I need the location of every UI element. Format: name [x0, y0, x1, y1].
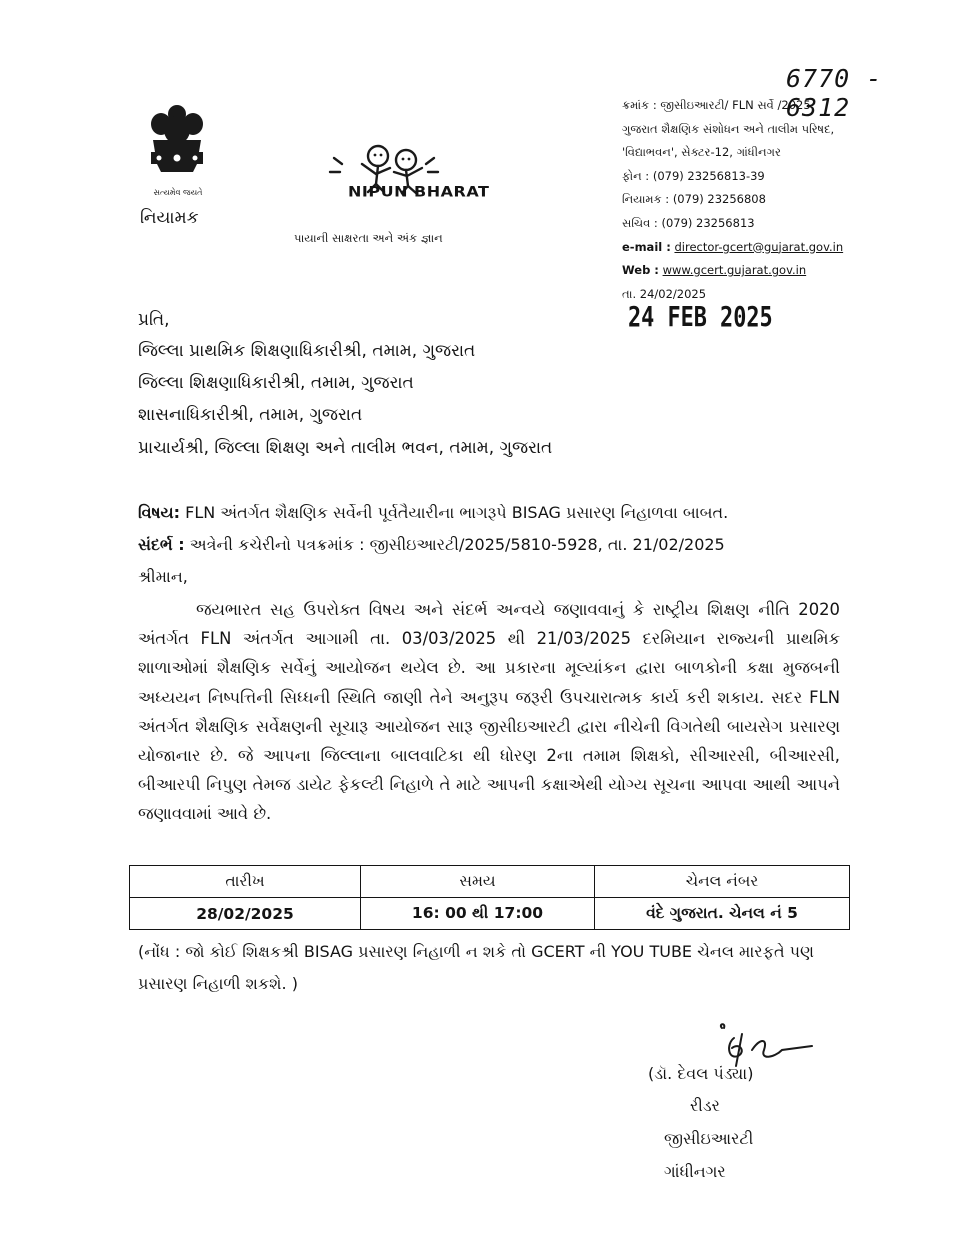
nipun-mascot-icon — [322, 138, 452, 220]
handwritten-reference-number: 6770 - 6312 — [786, 64, 883, 122]
organization-name: ગુજરાત શૈક્ષણિક સંશોધન અને તાલીમ પરિષદ, — [622, 121, 835, 136]
recipient-line: જિલ્લા શિક્ષણાધિકારીશ્રી, તમામ, ગુજરાત — [138, 373, 414, 393]
reference-label: સંદર્ભ : — [138, 535, 185, 554]
broadcast-date: 28/02/2025 — [130, 898, 361, 930]
website-link[interactable]: www.gcert.gujarat.gov.in — [662, 263, 807, 278]
director-phone: નિયામક : (079) 23256808 — [622, 192, 766, 207]
subject-text: FLN અંતર્ગત શૈક્ષણિક સર્વેની પૂર્વતૈયારીના ભાગરૂપે BISAG પ્રસારણ નિહાળવા બાબત. — [185, 503, 729, 522]
signatory-office: જીસીઇઆરટી — [664, 1129, 754, 1148]
recipient-to: પ્રતિ, — [138, 310, 170, 330]
table-header-row — [130, 866, 850, 898]
email-label: e-mail : — [622, 239, 671, 254]
broadcast-time: 16: 00 થી 17:00 — [361, 898, 595, 930]
email-link[interactable]: director-gcert@gujarat.gov.in — [674, 239, 844, 254]
channel-column-header: ચેનલ નંબર — [595, 866, 850, 898]
organization-address: 'વિદ્યાભવન', સેક્ટર-12, ગાંધીનગર — [622, 145, 781, 160]
emblem-motto: સત્યમેવ જયતે — [153, 188, 203, 197]
recipient-line: શાસનાધિકારીશ્રી, તમામ, ગુજરાત — [138, 405, 363, 425]
letter-date: તા. 24/02/2025 — [622, 286, 707, 301]
note-text: (નોંધ : જો કોઈ શિક્ષકશ્રી BISAG પ્રસારણ નિહાળી ન શકે તો GCERT ની YOU TUBE ચેનલ મારફતે પણ પ્રસારણ નિહાળી શકશે. ) — [138, 942, 814, 993]
letterhead-details — [622, 94, 843, 306]
subject-line — [138, 499, 728, 526]
salutation: શ્રીમાન, — [138, 567, 188, 586]
nipun-bharat-wordmark: NIPUN BHARAT — [348, 183, 490, 201]
national-emblem — [137, 100, 217, 200]
reference-text: અત્રેની કચેરીનો પત્રક્રમાંક : જીસીઇઆરટી/2025/5810-5928, તા. 21/02/2025 — [189, 535, 725, 554]
signatory-title: રીડર — [690, 1096, 720, 1115]
lion-capital-icon — [137, 100, 217, 200]
nipun-tagline: પાયાની સાક્ષરતા અને અંક જ્ઞાન — [294, 231, 443, 245]
time-column-header: સમય — [361, 866, 595, 898]
phone-number: ફોન : (079) 23256813-39 — [622, 168, 765, 183]
signatory-title-block — [690, 1090, 720, 1122]
broadcast-channel: વંદે ગુજરાત. ચેનલ નં 5 — [595, 898, 850, 930]
signatory-city-block — [664, 1156, 726, 1188]
subject-label: વિષય: — [138, 503, 181, 522]
date-column-header: તારીખ — [130, 866, 361, 898]
signatory-city: ગાંધીનગર — [664, 1162, 726, 1181]
recipient-line: જિલ્લા પ્રાથમિક શિક્ષણાધિકારીશ્રી, તમામ, ગુજરાત — [138, 341, 476, 361]
received-date-stamp: 24 FEB 2025 — [628, 300, 773, 333]
reference-line — [138, 531, 725, 558]
nipun-bharat-logo — [322, 138, 452, 220]
recipient-line: પ્રાચાર્યશ્રી, જિલ્લા શિક્ષણ અને તાલીમ ભવન, તમામ, ગુજરાત — [138, 438, 553, 458]
signatory-office-block — [664, 1123, 753, 1155]
table-row — [130, 898, 850, 930]
broadcast-schedule-table — [129, 865, 850, 930]
letter-reference-number: ક્રમાંક : જીસીઇઆરટી/ FLN સર્વે /2025 — [622, 98, 811, 112]
web-label: Web : — [622, 263, 659, 278]
body-paragraph: જયભારત સહ ઉપરોક્ત વિષય અને સંદર્ભ અન્વયે જણાવવાનું કે રાષ્ટ્રીય શિક્ષણ નીતિ 2020 અંતર્ગત FLN અંતર્ગત આગામી તા. 03/03/2025 થી 21/03/2025 દરમિયાન રાજ્યની પ્રાથમિક શાળાઓમાં શૈક્ષણિક સર્વેનું આયોજન થયેલ છે. આ પ્રકારના મૂલ્યાંકન દ્વારા બાળકોની કક્ષા મુજબની અધ્યયન નિષ્પત્તિની સિધ્ધની સ્થિતિ જાણી તેને અનુરૂપ જરૂરી ઉપચારાત્મક કાર્ય કરી શકાય. સદર FLN અંતર્ગત શૈક્ષણિક સર્વેક્ષણની સૂચારૂ આયોજન સારૂ જીસીઇઆરટી દ્વારા નીચેની વિગતેથી બાયસેગ પ્રસારણ યોજાનાર છે. જે આપના જિલ્લાના બાલવાટિકા થી ધોરણ 2ના તમામ શિક્ષકો, સીઆરસી, બીઆરસી, બીઆરપી નિપુણ તેમજ ડાયેટ ફેકલ્ટી નિહાળે તે માટે આપની કક્ષાએથી યોગ્ય સૂચના આપવા આથી આપને જણાવવામાં આવે છે. — [138, 600, 840, 824]
signature-block — [648, 1058, 753, 1090]
office-label: નિયામક — [140, 208, 199, 228]
signatory-name: (ડૉ. દેવલ પંડ્યા) — [648, 1064, 754, 1083]
secretary-phone: સચિવ : (079) 23256813 — [622, 215, 755, 230]
